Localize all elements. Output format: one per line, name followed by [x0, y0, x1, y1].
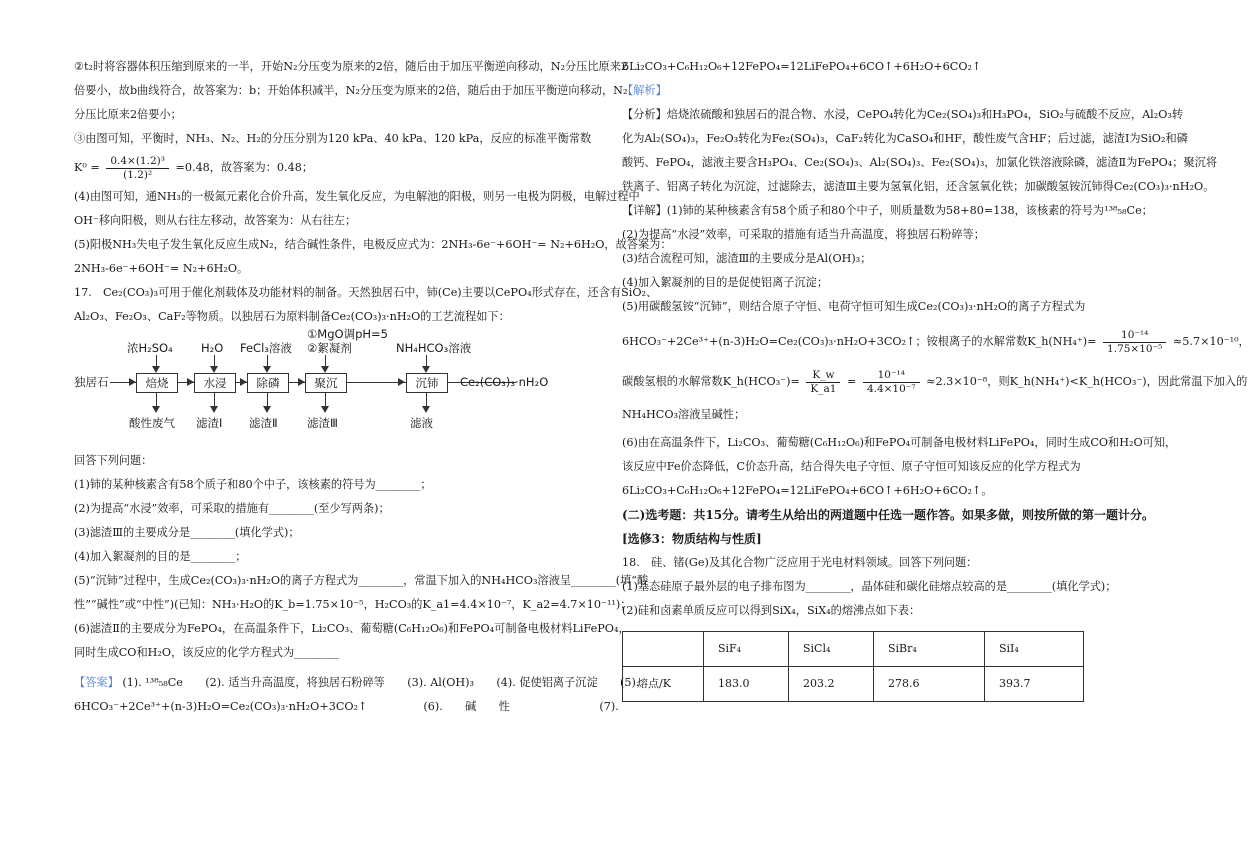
table-cell: SiCl₄ [789, 632, 874, 667]
output-line [156, 393, 157, 407]
table-cell: 278.6 [874, 667, 985, 702]
input-label: NH₄HCO₃溶液 [396, 341, 472, 355]
arrow-right-icon [129, 378, 136, 386]
sub-question: (6)滤渣Ⅱ的主要成分为FePO₄，在高温条件下，Li₂CO₃、葡萄糖(C₆H₁₂O₆)和FePO₄可制备电极材料LiFePO₄， [74, 622, 630, 635]
output-line [214, 393, 215, 407]
section-heading: [选修3：物质结构与性质] [622, 532, 762, 546]
analysis-tag: 【解析】 [622, 84, 667, 97]
text-line: 6Li₂CO₃+C₆H₁₂O₆+12FePO₄=12LiFePO₄+6CO↑+6H₂O+6CO₂↑ [622, 60, 982, 73]
text-line: OH⁻移向阳极，则从右往左移动，故答案为：从右往左； [74, 214, 357, 227]
kh-denominator: 1.75×10⁻⁵ [1107, 342, 1163, 355]
text-line: 6Li₂CO₃+C₆H₁₂O₆+12FePO₄=12LiFePO₄+6CO↑+6H₂O+6CO₂↑。 [622, 484, 993, 497]
melting-point-table [622, 631, 1084, 702]
equation-text: ≈5.7×10⁻¹⁰， [1172, 335, 1250, 348]
k-rhs: =0.48，故答案为：0.48； [175, 161, 314, 174]
text-line: 倍要小，故b曲线符合，故答案为：b；开始体积减半，N₂分压变为原来的2倍，随后由于加压平衡逆向移动，N₂ [74, 84, 628, 97]
kh-value-denominator: 4.4×10⁻⁷ [866, 382, 916, 395]
equation-text: ≈2.3×10⁻⁸，则K_h(NH₄⁺)<K_h(HCO₃⁻)，因此常温下加入的 [926, 375, 1248, 388]
arrow-right-icon [240, 378, 247, 386]
sub-question: (4)加入絮凝剂的目的是________； [74, 550, 247, 563]
text-line: 化为Al₂(SO₄)₃，Fe₂O₃转化为Fe₂(SO₄)₃，CaF₂转化为CaSO₄和HF，酸性废气含HF；后过滤，滤渣Ⅰ为SiO₂和磷 [622, 132, 1188, 145]
section-heading: (二)选考题：共15分。请考生从给出的两道题中任选一题作答。如果多做，则按所做的第一题计分。 [622, 508, 1155, 522]
output-label: 滤渣Ⅱ [249, 416, 278, 430]
k-lhs: K⁰ = [74, 161, 100, 174]
arrow-right-icon [398, 378, 405, 386]
right-column [622, 55, 1250, 702]
arrow-down-icon [263, 366, 271, 373]
kh-numerator: 10⁻¹⁴ [1103, 329, 1166, 343]
table-cell: SiF₄ [704, 632, 789, 667]
arrow-down-icon [321, 406, 329, 413]
k-fraction [106, 155, 169, 182]
equals-sign: = [847, 375, 857, 388]
hydrolysis-constant-line [622, 325, 1250, 359]
step-box-dephosphorize: 除磷 [247, 373, 289, 393]
arrow-down-icon [321, 366, 329, 373]
product-label: Ce₂(CO₃)₃·nH₂O [460, 375, 549, 389]
step-box-roast: 焙烧 [136, 373, 178, 393]
input-label: ①MgO调pH=5 [307, 327, 388, 341]
sub-question: (2)硅和卤素单质反应可以得到SiX₄，SiX₄的熔沸点如下表： [622, 604, 921, 617]
input-label: 浓H₂SO₄ [127, 341, 173, 355]
question-17-stem: Al₂O₃、Fe₂O₃、CaF₂等物质。以独居石为原料制备Ce₂(CO₃)₃·nH₂O的工艺流程如下： [74, 310, 510, 323]
arrow-down-icon [263, 406, 271, 413]
answer-line: 6HCO₃⁻+2Ce³⁺+(n-3)H₂O=Ce₂(CO₃)₃·nH₂O+3CO₂↑ (6). 碱 性 (7). [74, 700, 619, 713]
text-line: (5)用碳酸氢铵“沉铈”，则结合原子守恒、电荷守恒可知生成Ce₂(CO₃)₃·nH₂O的离子方程式为 [622, 300, 1086, 313]
table-cell: 183.0 [704, 667, 789, 702]
kh-fraction [1103, 329, 1166, 356]
output-label: 酸性废气 [129, 416, 175, 430]
table-cell: SiBr₄ [874, 632, 985, 667]
kw-ka1-fraction [806, 369, 840, 396]
text-line: (2)为提高“水浸”效率，可采取的措施有适当升高温度，将独居石粉碎等； [622, 228, 985, 241]
text-line: 2NH₃-6e⁻+6OH⁻= N₂+6H₂O。 [74, 262, 249, 275]
text-line: (3)结合流程可知，滤渣Ⅲ的主要成分是Al(OH)₃； [622, 252, 872, 265]
table-row [623, 667, 1084, 702]
answer-text: (1). ¹³⁸₅₈Ce (2). 适当升高温度，将独居石粉碎等 (3). Al(OH)₃ (4). 促使铝离子沉淀 (5). [122, 676, 640, 689]
sub-question: (1)铈的某种核素含有58个质子和80个中子，该核素的符号为________； [74, 478, 432, 491]
output-line [426, 393, 427, 407]
bicarbonate-hydrolysis-line [622, 365, 1248, 399]
arrow-right-icon [187, 378, 194, 386]
arrow-down-icon [210, 406, 218, 413]
arrow-down-icon [422, 406, 430, 413]
step-box-precipitate-ce: 沉铈 [406, 373, 448, 393]
sub-question: (1)基态硅原子最外层的电子排布图为________，晶体硅和碳化硅熔点较高的是________(填化学式)； [622, 580, 1117, 593]
step-box-water-leach: 水浸 [194, 373, 236, 393]
text-line: NH₄HCO₃溶液呈碱性； [622, 408, 746, 421]
ka1-denominator: K_a1 [810, 382, 837, 395]
text-line: ③由图可知，平衡时，NH₃、N₂、H₂的分压分别为120 kPa、40 kPa、120 kPa，反应的标准平衡常数 [74, 132, 592, 145]
text-line: (5)阳极NH₃失电子发生氧化反应生成N₂，结合碱性条件，电极反应式为：2NH₃-6e⁻+6OH⁻= N₂+6H₂O，故答案为： [74, 238, 672, 251]
input-label: FeCl₃溶液 [240, 341, 292, 355]
step-box-coagulate: 聚沉 [305, 373, 347, 393]
text-line: 回答下列问题： [74, 454, 153, 467]
output-label: 滤液 [410, 416, 433, 430]
table-header-row [623, 632, 1084, 667]
answer-line [74, 671, 640, 695]
text-line: (4)加入絮凝剂的目的是促使铝离子沉淀； [622, 276, 829, 289]
sub-question: 同时生成CO和H₂O，该反应的化学方程式为________ [74, 646, 339, 659]
input-label: ②絮凝剂 [307, 341, 352, 355]
sub-question: (5)“沉铈”过程中，生成Ce₂(CO₃)₃·nH₂O的离子方程式为________，常温下加入的NH₄HCO₃溶液呈________(填“酸 [74, 574, 649, 587]
text-line: (6)由在高温条件下，Li₂CO₃、葡萄糖(C₆H₁₂O₆)和FePO₄可制备电极材料LiFePO₄，同时生成CO和H₂O可知， [622, 436, 1177, 449]
sub-question: (3)滤渣Ⅲ的主要成分是________(填化学式)； [74, 526, 300, 539]
output-label: 滤渣Ⅰ [196, 416, 223, 430]
arrow-down-icon [152, 366, 160, 373]
input-label: H₂O [201, 341, 224, 355]
sub-question: 性”“碱性”或“中性”)(已知：NH₃·H₂O的K_b=1.75×10⁻⁵，H₂CO₃的K_a1=4.4×10⁻⁷，K_a2=4.7×10⁻¹¹)； [74, 598, 632, 611]
kw-numerator: K_w [806, 369, 840, 383]
table-cell: SiI₄ [985, 632, 1084, 667]
text-line: (4)由图可知，通NH₃的一极氮元素化合价升高，发生氧化反应，为电解池的阳极，则另一电极为阴极，电解过程中 [74, 190, 640, 203]
kh-value-numerator: 10⁻¹⁴ [863, 369, 920, 383]
arrow-down-icon [152, 406, 160, 413]
arrow-right-icon [298, 378, 305, 386]
sub-question: (2)为提高“水浸”效率，可采取的措施有________(至少写两条)； [74, 502, 390, 515]
arrow-down-icon [422, 366, 430, 373]
table-cell: 203.2 [789, 667, 874, 702]
process-flow-diagram [74, 327, 604, 443]
output-line [267, 393, 268, 407]
text-line: 分压比原来2倍要小； [74, 108, 182, 121]
k-denominator: (1.2)² [123, 168, 153, 181]
table-cell: 熔点/K [623, 667, 704, 702]
question-18-stem: 18. 硅、锗(Ge)及其化合物广泛应用于光电材料领域。回答下列问题： [622, 556, 978, 569]
equation-text: 6HCO₃⁻+2Ce³⁺+(n-3)H₂O=Ce₂(CO₃)₃·nH₂O+3CO₂↑；铵根离子的水解常数K_h(NH₄⁺)= [622, 335, 1097, 348]
equilibrium-constant-formula [74, 151, 604, 185]
output-line [325, 393, 326, 407]
text-line: 【分析】焙烧浓硫酸和独居石的混合物、水浸，CePO₄转化为Ce₂(SO₄)₃和H₃PO₄，SiO₂与硫酸不反应，Al₂O₃转 [622, 108, 1184, 121]
answer-tag: 【答案】 [74, 676, 119, 689]
output-label: 滤渣Ⅲ [307, 416, 338, 430]
arrow-down-icon [210, 366, 218, 373]
text-line: ②t₂时将容器体积压缩到原来的一半，开始N₂分压变为原来的2倍，随后由于加压平衡逆向移动，N₂分压比原来2 [74, 60, 629, 73]
text-line: 【详解】(1)铈的某种核素含有58个质子和80个中子，则质量数为58+80=138，该核素的符号为¹³⁸₅₈Ce； [622, 204, 1153, 217]
kh-value-fraction [863, 369, 920, 396]
table-cell [623, 632, 704, 667]
text-line: 该反应中Fe价态降低，C价态升高，结合得失电子守恒、原子守恒可知该反应的化学方程式为 [622, 460, 1081, 473]
question-17-stem: 17. Ce₂(CO₃)₃可用于催化剂载体及功能材料的制备。天然独居石中，铈(Ce)主要以CePO₄形式存在，还含有SiO₂、 [74, 286, 658, 299]
text-line: 酸钙、FePO₄，滤液主要含H₃PO₄、Ce₂(SO₄)₃、Al₂(SO₄)₃、Fe₂(SO₄)₃，加氯化铁溶液除磷，滤渣Ⅱ为FePO₄；聚沉将 [622, 156, 1218, 169]
table-cell: 393.7 [985, 667, 1084, 702]
text-line: 铁离子、铝离子转化为沉淀，过滤除去，滤渣Ⅲ主要为氢氧化铝，还含氢氧化铁；加碳酸氢铵沉铈得Ce₂(CO₃)₃·nH₂O。 [622, 180, 1215, 193]
raw-material-label: 独居石 [74, 375, 109, 389]
k-numerator: 0.4×(1.2)³ [106, 155, 169, 169]
equation-text: 碳酸氢根的水解常数K_h(HCO₃⁻)= [622, 375, 800, 388]
